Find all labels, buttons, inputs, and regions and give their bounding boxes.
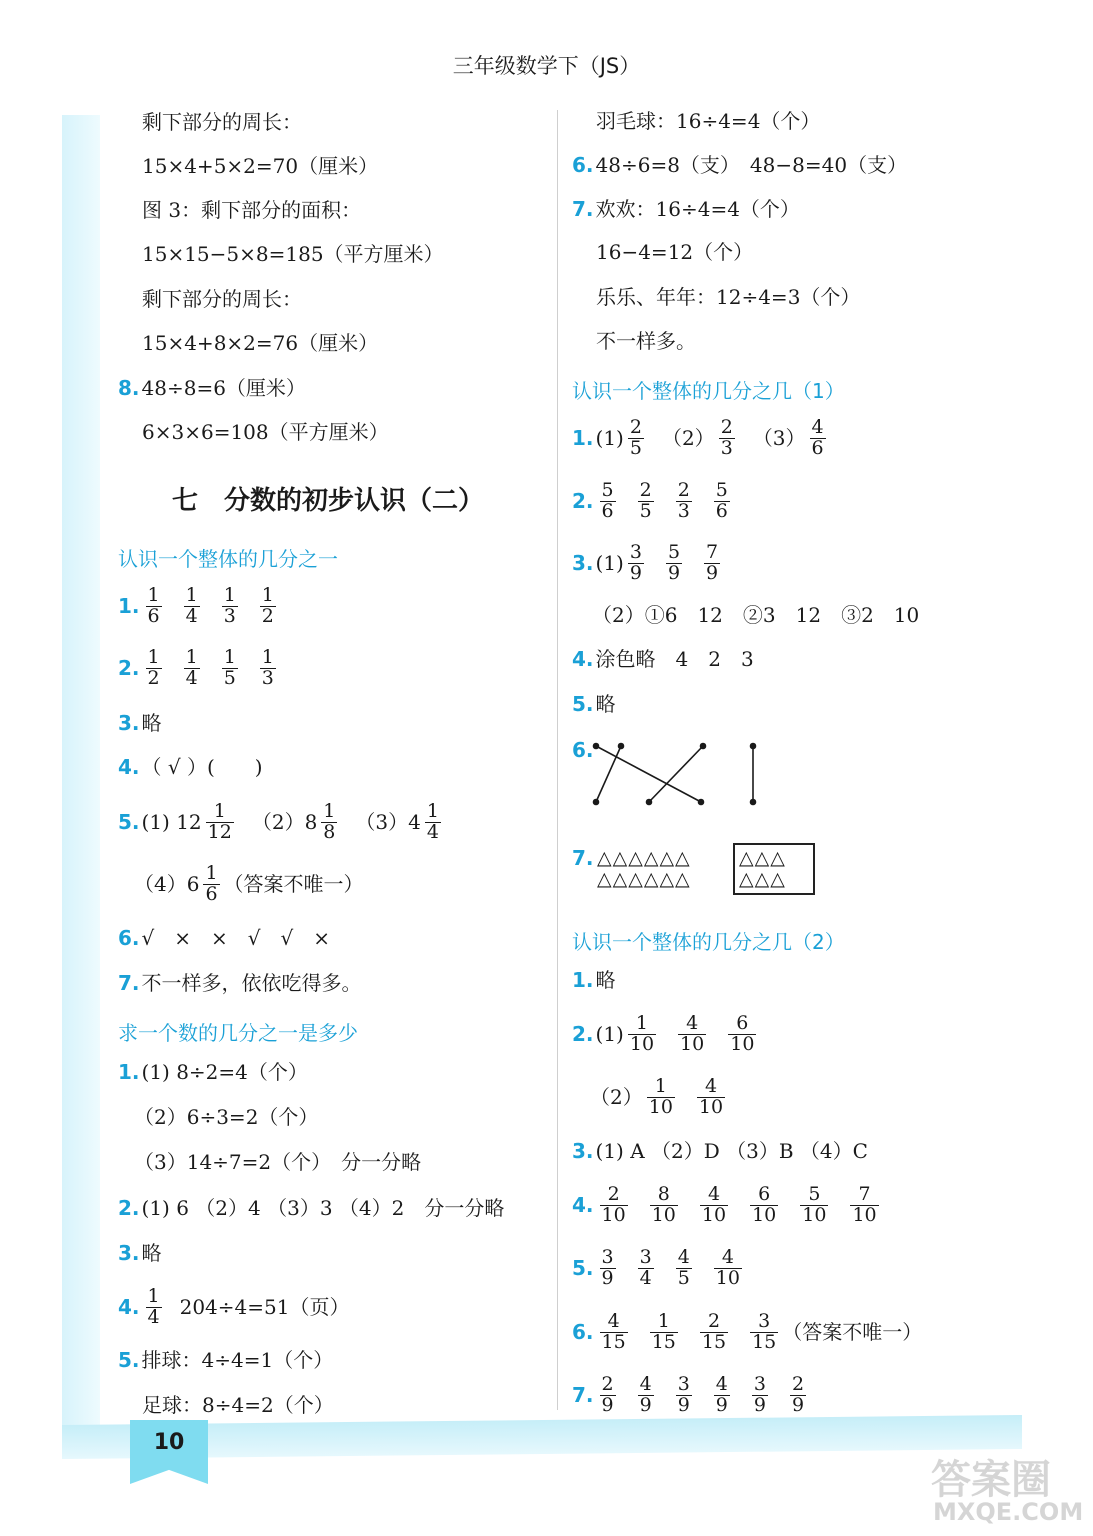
question-number: 8. [118, 376, 140, 400]
answer-text: （3）4 [355, 810, 421, 835]
fraction: $\frac{1}{3}$ [261, 646, 274, 689]
answer-text: √ × × √ √ × [141, 926, 331, 950]
answer-text: (1) [595, 1022, 624, 1047]
question-number: 1. [118, 1060, 140, 1084]
triangle-row-boxed: △△△ [739, 868, 786, 890]
fraction: $\frac{1}{2}$ [261, 584, 274, 627]
answer-3 [118, 713, 162, 733]
page-number: 10 [153, 1430, 185, 1455]
fraction: $\frac{6}{10}$ [730, 1012, 755, 1055]
question-number: 7. [572, 846, 594, 870]
question-number: 2. [572, 1022, 594, 1047]
question-number: 1. [572, 426, 594, 451]
text-line: 16−4=12（个） [596, 240, 754, 264]
answer-note: （答案不唯一） [782, 1320, 923, 1345]
text-line: （2）6÷3=2（个） [134, 1105, 319, 1129]
answer-text: (1) 6 （2）4 （3）3 （4）2 分一分略 [141, 1196, 505, 1220]
question-number: 6. [572, 738, 594, 762]
answer-text: (1) [595, 426, 624, 451]
answer-5-continued [134, 864, 364, 905]
answer-8 [118, 378, 306, 398]
question-number: 1. [118, 594, 140, 619]
question-number: 3. [572, 1139, 594, 1163]
question-number: 5. [118, 1348, 140, 1372]
answer-text: （ √ ）( ) [141, 755, 263, 779]
answer-text: （2） [661, 426, 715, 451]
fraction: $\frac{1}{8}$ [323, 800, 336, 843]
fraction: $\frac{7}{10}$ [852, 1183, 877, 1226]
question-number: 4. [118, 755, 140, 779]
fraction: $\frac{3}{9}$ [601, 1246, 614, 1289]
answer-1 [572, 418, 830, 459]
left-page-border [62, 115, 100, 1425]
answer-text: 48÷6=8（支） 48−8=40（支） [595, 153, 908, 177]
answer-4 [118, 1287, 349, 1328]
fraction: $\frac{1}{12}$ [207, 800, 232, 843]
question-number: 1. [572, 968, 594, 992]
fraction: $\frac{1}{6}$ [205, 862, 218, 905]
text-line: 15×4+8×2=76（厘米） [142, 331, 379, 355]
fraction: $\frac{1}{3}$ [223, 584, 236, 627]
question-number: 2. [572, 489, 594, 514]
question-number: 7. [572, 197, 594, 221]
fraction: $\frac{2}{5}$ [629, 416, 642, 459]
answer-7 [118, 973, 362, 993]
fraction: $\frac{4}{5}$ [677, 1246, 690, 1289]
answer-text: (1) [595, 551, 624, 576]
fraction: $\frac{1}{5}$ [223, 646, 236, 689]
question-number: 5. [572, 1256, 594, 1281]
answer-text: 欢欢：16÷4=4（个） [595, 197, 800, 221]
fraction: $\frac{3}{15}$ [752, 1310, 777, 1353]
answer-4 [572, 1185, 883, 1226]
answer-1 [572, 970, 616, 990]
answer-3 [572, 1141, 868, 1161]
answer-2 [118, 648, 280, 689]
text-line: （2）①6 12 ②3 12 ③2 10 [592, 603, 920, 627]
fraction: $\frac{2}{9}$ [791, 1373, 805, 1416]
answer-2 [118, 1198, 504, 1218]
question-number: 5. [118, 810, 140, 835]
answer-text: 204÷4=51（页） [179, 1295, 350, 1320]
question-number: 3. [118, 1241, 140, 1265]
answer-4 [118, 757, 263, 777]
answer-text: 涂色略 4 2 3 [595, 647, 754, 671]
text-line: 剩下部分的周长： [142, 110, 302, 134]
text-line: 图 3：剩下部分的面积： [142, 198, 362, 222]
fraction: $\frac{1}{2}$ [147, 646, 160, 689]
watermark-logo [931, 1448, 1084, 1528]
text-line: 15×4+5×2=70（厘米） [142, 154, 379, 178]
fraction: $\frac{1}{4}$ [185, 584, 198, 627]
chapter-title: 七 分数的初步认识（二） [172, 486, 485, 516]
fraction: $\frac{3}{4}$ [639, 1246, 652, 1289]
answer-3 [572, 543, 724, 584]
answer-text: 略 [595, 968, 616, 992]
question-number: 7. [572, 1383, 594, 1408]
section-title: 认识一个整体的几分之几（1） [572, 379, 845, 403]
answer-text: 略 [141, 711, 162, 735]
fraction: $\frac{5}{6}$ [715, 479, 728, 522]
answer-2-continued [590, 1077, 729, 1118]
fraction: $\frac{1}{4}$ [426, 800, 439, 843]
fraction: $\frac{1}{10}$ [648, 1075, 673, 1118]
fraction: $\frac{2}{3}$ [677, 479, 690, 522]
text-line: 6×3×6=108（平方厘米） [142, 420, 389, 444]
answer-text: 略 [141, 1241, 162, 1265]
fraction: $\frac{1}{10}$ [629, 1012, 655, 1055]
question-number: 3. [118, 711, 140, 735]
text-line: 足球：8÷4=2（个） [142, 1393, 334, 1417]
fraction: $\frac{8}{10}$ [651, 1183, 676, 1226]
text-line: （3）14÷7=2（个） 分一分略 [134, 1150, 422, 1174]
fraction: $\frac{7}{9}$ [706, 541, 719, 584]
answer-4 [572, 649, 754, 669]
question-number: 5. [572, 692, 594, 716]
answer-text: （3） [752, 426, 806, 451]
fraction: $\frac{5}{9}$ [667, 541, 681, 584]
text-line: 剩下部分的周长： [142, 287, 302, 311]
fraction: $\frac{1}{4}$ [147, 1285, 160, 1328]
page-header: 三年级数学下（JS） [452, 54, 641, 78]
answer-2 [572, 1014, 760, 1055]
fraction: $\frac{2}{3}$ [720, 416, 733, 459]
fraction: $\frac{1}{6}$ [147, 584, 160, 627]
answer-7 [572, 1375, 810, 1416]
fraction: $\frac{3}{9}$ [753, 1373, 766, 1416]
fraction: $\frac{2}{10}$ [601, 1183, 626, 1226]
answer-7 [572, 848, 596, 868]
fraction: $\frac{4}{9}$ [715, 1373, 728, 1416]
fraction: $\frac{3}{9}$ [677, 1373, 690, 1416]
answer-text: （2） [590, 1085, 643, 1110]
question-number: 3. [572, 551, 594, 576]
question-number: 4. [118, 1295, 140, 1320]
answer-2 [572, 481, 734, 522]
answer-text: (1) 12 [141, 810, 202, 835]
watermark-url: MXQE.COM [933, 1498, 1084, 1526]
fraction: $\frac{5}{6}$ [601, 479, 614, 522]
answer-1 [118, 586, 280, 627]
triangle-row-boxed: △△△ [739, 847, 786, 869]
question-number: 7. [118, 971, 140, 995]
answer-1 [118, 1062, 308, 1082]
answer-7 [572, 199, 800, 219]
text-line: 乐乐、年年：12÷4=3（个） [596, 285, 861, 309]
question-number: 6. [572, 1320, 594, 1345]
question-number: 4. [572, 1193, 594, 1218]
fraction: $\frac{6}{10}$ [752, 1183, 777, 1226]
answer-text: （2）8 [251, 810, 318, 835]
question-number: 4. [572, 647, 594, 671]
answer-note: （答案不唯一） [223, 872, 364, 897]
fraction: $\frac{4}{6}$ [811, 416, 824, 459]
question-number: 2. [118, 1196, 140, 1220]
answer-text: 不一样多，依依吃得多。 [141, 971, 362, 995]
section-title: 认识一个整体的几分之一 [118, 547, 338, 571]
fraction: $\frac{1}{4}$ [185, 646, 198, 689]
triangle-row: △△△△△△ [597, 847, 691, 869]
answer-text: 略 [595, 692, 616, 716]
fraction: $\frac{3}{9}$ [629, 541, 642, 584]
answer-text: 48÷8=6（厘米） [141, 376, 306, 400]
fraction: $\frac{5}{10}$ [802, 1183, 827, 1226]
answer-6 [572, 155, 907, 175]
section-title: 求一个数的几分之一是多少 [118, 1021, 358, 1045]
fraction: $\frac{2}{9}$ [601, 1373, 614, 1416]
answer-text: 排球：4÷4=1（个） [141, 1348, 334, 1372]
matching-lines-diagram [590, 740, 770, 810]
text-line: 羽毛球：16÷4=4（个） [596, 109, 821, 133]
answer-5 [118, 802, 445, 843]
column-divider [557, 110, 558, 1410]
section-title: 认识一个整体的几分之几（2） [572, 930, 845, 954]
fraction: $\frac{4}{10}$ [715, 1246, 740, 1289]
fraction: $\frac{4}{9}$ [639, 1373, 652, 1416]
triangle-row: △△△△△△ [597, 868, 691, 890]
answer-text: (1) 8÷2=4（个） [141, 1060, 308, 1084]
answer-5 [572, 1248, 746, 1289]
watermark-text: 答案圈 [931, 1457, 1051, 1503]
answer-text: (1) A （2）D （3）B （4）C [595, 1139, 868, 1163]
fraction: $\frac{4}{10}$ [698, 1075, 724, 1118]
fraction: $\frac{2}{15}$ [701, 1310, 727, 1353]
answer-5 [118, 1350, 333, 1370]
fraction: $\frac{1}{15}$ [651, 1310, 676, 1353]
text-line: 15×15−5×8=185（平方厘米） [142, 242, 444, 266]
fraction: $\frac{4}{10}$ [701, 1183, 727, 1226]
fraction: $\frac{2}{5}$ [639, 479, 652, 522]
question-number: 2. [118, 656, 140, 681]
question-number: 6. [572, 153, 594, 177]
answer-6 [118, 928, 330, 948]
fraction: $\frac{4}{15}$ [601, 1310, 626, 1353]
text-line: 不一样多。 [596, 329, 696, 353]
answer-5 [572, 694, 616, 714]
question-number: 6. [118, 926, 140, 950]
fraction: $\frac{4}{10}$ [680, 1012, 705, 1055]
answer-6 [572, 1312, 922, 1353]
answer-text: （4）6 [134, 872, 200, 897]
answer-3 [118, 1243, 162, 1263]
